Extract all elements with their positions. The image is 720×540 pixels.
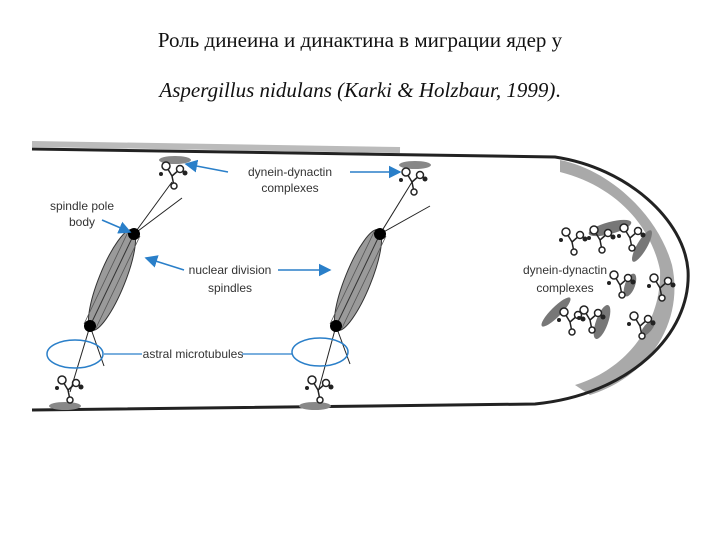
slide-title-line-1: Роль динеина и динактина в миграции ядер у: [157, 28, 563, 52]
slide-title-period: .: [555, 78, 561, 102]
cortical-anchor: [49, 402, 81, 410]
label-complexes-tip: complexes: [536, 281, 594, 295]
astral-microtubule-ring: [47, 340, 103, 368]
slide-title-citation: Aspergillus nidulans (Karki & Holzbaur, 1999): [159, 78, 556, 102]
cortical-anchor: [299, 402, 331, 410]
label-nuclear-division: nuclear division: [188, 263, 272, 277]
nuclear-division-spindle-2: [292, 182, 430, 392]
label-complexes-top: complexes: [261, 181, 319, 195]
label-spindle-pole-body: body: [68, 215, 96, 229]
label-spindles: spindles: [207, 281, 253, 295]
label-astral-microtubules: astral microtubules: [142, 347, 244, 361]
label-dynein-dynactin-tip: dynein-dynactin: [522, 263, 608, 277]
label-spindle-pole: spindle pole: [49, 199, 115, 213]
astral-microtubule-ring: [292, 338, 348, 366]
label-dynein-dynactin-top: dynein-dynactin: [247, 165, 333, 179]
